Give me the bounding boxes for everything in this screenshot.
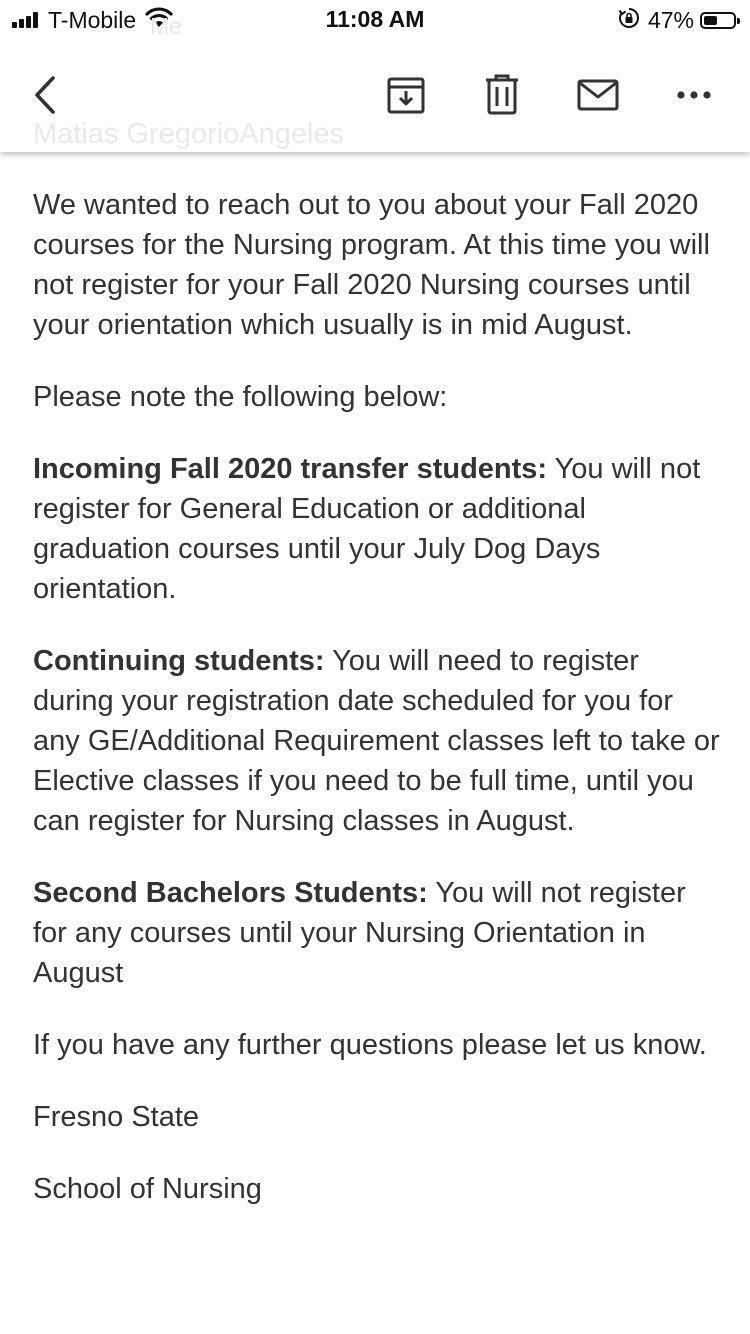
orientation-lock-icon	[618, 7, 640, 34]
ghost-recipient-text: Me	[150, 13, 182, 39]
section-second-bachelors	[33, 873, 723, 993]
battery-percent: 47%	[647, 6, 694, 33]
archive-button[interactable]	[383, 72, 429, 118]
archive-icon	[386, 75, 426, 115]
status-bar	[0, 0, 750, 40]
mark-unread-button[interactable]	[575, 72, 621, 118]
battery-icon	[700, 12, 736, 29]
back-button[interactable]	[22, 72, 68, 118]
email-body	[33, 185, 723, 1241]
carrier-name: T-Mobile	[48, 6, 137, 33]
more-button[interactable]	[671, 72, 717, 118]
email-closing: If you have any further questions please let us know.	[33, 1029, 707, 1061]
email-intro: We wanted to reach out to you about your Fall 2020 courses for the Nursing program. At this time you will not register for your Fall 2020 Nursing courses until your orientation which usually is in mid August.	[33, 189, 710, 341]
delete-button[interactable]	[479, 72, 525, 118]
section-text: You will need to register during your registration date scheduled for you for any GE/Additional Requirement classes left to take or Elective classes if you need to be full time, until you can register for Nursing classes in August.	[33, 645, 720, 837]
ghost-sender-name: Matias GregorioAngeles	[33, 118, 345, 150]
mail-icon	[577, 78, 619, 112]
status-right	[618, 6, 736, 34]
more-icon	[676, 90, 712, 100]
section-label: Second Bachelors Students:	[33, 877, 428, 909]
section-text: You will not register for General Education or additional graduation courses until your July Dog Days orientation.	[33, 453, 701, 605]
email-note: Please note the following below:	[33, 381, 448, 413]
trash-icon	[484, 74, 520, 116]
section-label: Continuing students:	[33, 645, 325, 677]
section-label: Incoming Fall 2020 transfer students:	[33, 453, 548, 485]
signature-line-1: Fresno State	[33, 1101, 200, 1133]
section-text: You will not register for any courses until your Nursing Orientation in August	[33, 877, 686, 989]
status-time: 11:08 AM	[325, 6, 425, 32]
back-icon	[28, 75, 62, 115]
signature-line-2: School of Nursing	[33, 1173, 262, 1205]
section-continuing-students	[33, 641, 723, 841]
section-transfer-students	[33, 449, 723, 609]
